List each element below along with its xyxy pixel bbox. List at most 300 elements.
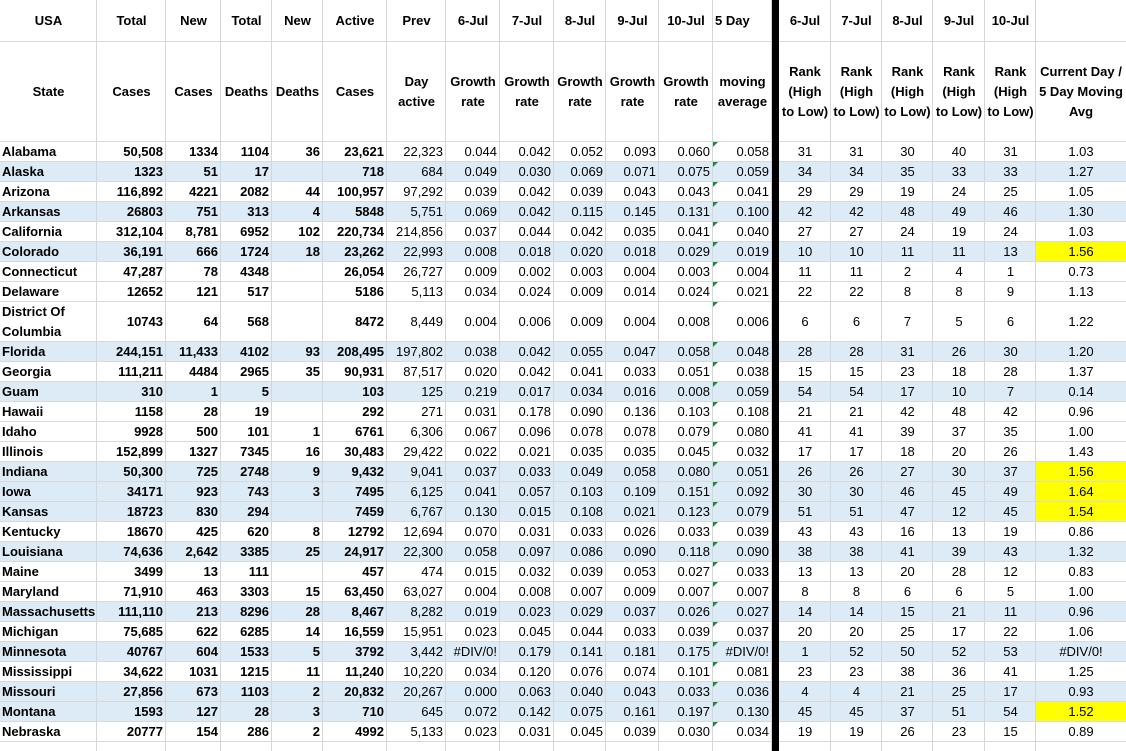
data-cell[interactable]: 1.56 xyxy=(1068,464,1094,479)
data-cell[interactable]: 8472 xyxy=(355,314,384,329)
data-cell[interactable]: 26 xyxy=(900,724,915,739)
data-cell[interactable]: 0.161 xyxy=(623,704,656,719)
data-cell[interactable]: 1334 xyxy=(189,144,218,159)
data-cell[interactable]: 0.042 xyxy=(570,224,603,239)
data-cell[interactable]: 28 xyxy=(797,344,813,359)
data-cell[interactable]: 0.002 xyxy=(518,264,551,279)
data-cell[interactable]: 1.43 xyxy=(1068,444,1094,459)
data-cell[interactable]: 28 xyxy=(1003,364,1018,379)
data-cell[interactable]: 0.055 xyxy=(570,344,603,359)
data-cell[interactable]: 1103 xyxy=(240,684,269,699)
data-cell[interactable]: 20777 xyxy=(126,724,163,739)
data-cell[interactable]: 11 xyxy=(952,244,966,259)
data-cell[interactable]: 213 xyxy=(196,604,218,619)
data-cell[interactable]: 2 xyxy=(903,264,912,279)
header-cell-sub[interactable]: Growth rate xyxy=(663,74,709,109)
data-cell[interactable]: 6 xyxy=(903,584,912,599)
data-cell[interactable]: 500 xyxy=(196,424,218,439)
data-cell[interactable]: 50,300 xyxy=(123,464,163,479)
data-cell[interactable]: 710 xyxy=(362,704,384,719)
data-cell[interactable]: 0.081 xyxy=(736,664,769,679)
data-cell[interactable]: 15 xyxy=(797,364,813,379)
data-cell[interactable]: 1031 xyxy=(189,664,218,679)
data-cell[interactable]: 1.00 xyxy=(1068,584,1094,599)
data-cell[interactable]: 14 xyxy=(797,604,813,619)
header-cell-top[interactable]: USA xyxy=(34,13,63,28)
header-cell-sub[interactable]: Rank (High to Low) xyxy=(833,64,880,119)
data-cell[interactable]: 6 xyxy=(852,314,861,329)
data-cell[interactable]: 36,191 xyxy=(123,244,163,259)
data-cell[interactable]: 39 xyxy=(900,424,915,439)
data-cell[interactable]: 43 xyxy=(849,524,864,539)
header-cell-sub[interactable]: Rank (High to Low) xyxy=(781,64,829,119)
data-cell[interactable]: 0.035 xyxy=(623,444,656,459)
data-cell[interactable]: 684 xyxy=(421,164,443,179)
data-cell[interactable]: 620 xyxy=(247,524,269,539)
data-cell[interactable]: 0.179 xyxy=(518,644,551,659)
data-cell[interactable]: 101 xyxy=(247,424,269,439)
data-cell[interactable]: 1533 xyxy=(240,644,269,659)
data-cell[interactable]: 50 xyxy=(900,644,915,659)
data-cell[interactable]: 666 xyxy=(196,244,218,259)
data-cell[interactable]: 0.042 xyxy=(518,364,551,379)
header-cell-top[interactable]: Prev xyxy=(402,13,431,28)
data-cell[interactable]: 63,027 xyxy=(403,584,443,599)
data-cell[interactable]: 2,642 xyxy=(185,544,218,559)
header-cell-top[interactable]: 9-Jul xyxy=(943,13,975,28)
data-cell[interactable]: 0.038 xyxy=(464,344,497,359)
data-cell[interactable]: 74,636 xyxy=(123,544,163,559)
data-cell[interactable]: 3499 xyxy=(134,564,163,579)
data-cell[interactable]: 23 xyxy=(849,664,864,679)
header-cell-top[interactable]: 6-Jul xyxy=(457,13,489,28)
state-cell[interactable]: District Of Columbia xyxy=(2,304,65,339)
data-cell[interactable]: 0.044 xyxy=(464,144,497,159)
data-cell[interactable]: 21 xyxy=(900,684,915,699)
data-cell[interactable]: 20,267 xyxy=(403,684,443,699)
data-cell[interactable]: 35 xyxy=(1003,424,1018,439)
data-cell[interactable]: 37 xyxy=(900,704,915,719)
data-cell[interactable]: 33 xyxy=(1003,164,1018,179)
header-cell-sub[interactable]: Cases xyxy=(174,84,213,99)
header-cell-sub[interactable]: Deaths xyxy=(275,84,320,99)
data-cell[interactable]: 9,041 xyxy=(410,464,443,479)
data-cell[interactable] xyxy=(272,162,323,182)
data-cell[interactable]: 23,262 xyxy=(344,244,384,259)
data-cell[interactable]: 0.079 xyxy=(736,504,769,519)
data-cell[interactable]: 0.026 xyxy=(677,604,710,619)
data-cell[interactable]: 4348 xyxy=(240,264,269,279)
data-cell[interactable]: 5,113 xyxy=(411,284,443,299)
data-cell[interactable]: 8296 xyxy=(240,604,269,619)
data-cell[interactable]: 6952 xyxy=(240,224,269,239)
data-cell[interactable]: 23,621 xyxy=(344,144,384,159)
data-cell[interactable]: 17 xyxy=(797,444,813,459)
data-cell[interactable]: 0.060 xyxy=(677,144,710,159)
state-cell[interactable]: Maryland xyxy=(2,584,60,599)
data-cell[interactable]: 6,767 xyxy=(410,504,443,519)
data-cell[interactable]: 0.101 xyxy=(677,664,710,679)
data-cell[interactable]: 24,917 xyxy=(344,544,384,559)
data-cell[interactable]: 5848 xyxy=(355,204,384,219)
data-cell[interactable]: 673 xyxy=(196,684,218,699)
data-cell[interactable]: 1 xyxy=(210,384,218,399)
data-cell[interactable]: 19 xyxy=(797,724,813,739)
state-cell[interactable]: Iowa xyxy=(2,484,31,499)
data-cell[interactable]: 0.016 xyxy=(623,384,656,399)
data-cell[interactable]: 22 xyxy=(797,284,813,299)
data-cell[interactable]: 0.049 xyxy=(570,464,603,479)
data-cell[interactable]: 13 xyxy=(1003,244,1018,259)
state-cell[interactable]: Nebraska xyxy=(2,724,61,739)
data-cell[interactable]: 4 xyxy=(955,264,963,279)
data-cell[interactable]: 0.100 xyxy=(736,204,769,219)
data-cell[interactable]: 0.049 xyxy=(464,164,497,179)
header-cell-sub[interactable]: Growth rate xyxy=(450,74,496,109)
data-cell[interactable]: 0.008 xyxy=(464,244,497,259)
data-cell[interactable]: 0.004 xyxy=(623,314,656,329)
data-cell[interactable]: 0.178 xyxy=(518,404,551,419)
state-cell[interactable]: Mississippi xyxy=(2,664,73,679)
data-cell[interactable]: 30 xyxy=(1003,344,1018,359)
data-cell[interactable]: 751 xyxy=(196,204,218,219)
data-cell[interactable]: 33 xyxy=(951,164,967,179)
data-cell[interactable]: 45 xyxy=(951,484,967,499)
data-cell[interactable]: 0.014 xyxy=(623,284,656,299)
data-cell[interactable]: 0.031 xyxy=(518,724,551,739)
data-cell[interactable]: 1.64 xyxy=(1068,484,1094,499)
data-cell[interactable]: 0.041 xyxy=(464,484,497,499)
data-cell[interactable]: 19 xyxy=(900,184,915,199)
header-cell-sub[interactable]: Rank (High to Low) xyxy=(884,64,931,119)
data-cell[interactable]: 20 xyxy=(951,444,967,459)
header-cell-top[interactable]: New xyxy=(180,13,207,28)
state-cell[interactable]: Indiana xyxy=(2,464,48,479)
data-cell[interactable]: 6761 xyxy=(355,424,384,439)
data-cell[interactable]: 0.83 xyxy=(1068,564,1094,579)
data-cell[interactable]: 15,951 xyxy=(403,624,443,639)
data-cell[interactable]: 0.115 xyxy=(571,204,603,219)
data-cell[interactable]: 22,300 xyxy=(403,544,443,559)
data-cell[interactable]: 100,957 xyxy=(337,184,384,199)
data-cell[interactable]: 51 xyxy=(797,504,813,519)
data-cell[interactable]: 1104 xyxy=(240,144,269,159)
data-cell[interactable]: 30,483 xyxy=(344,444,384,459)
data-cell[interactable]: 28 xyxy=(203,404,218,419)
data-cell[interactable]: 0.069 xyxy=(570,164,603,179)
data-cell[interactable]: 0.092 xyxy=(736,484,769,499)
data-cell[interactable]: 0.048 xyxy=(736,344,769,359)
data-cell[interactable]: 0.034 xyxy=(570,384,603,399)
data-cell[interactable]: 0.197 xyxy=(677,704,710,719)
data-cell[interactable]: 111 xyxy=(248,564,269,579)
data-cell[interactable]: 0.058 xyxy=(623,464,656,479)
data-cell[interactable]: 0.042 xyxy=(518,144,551,159)
data-cell[interactable]: 41 xyxy=(900,544,915,559)
data-cell[interactable]: 15 xyxy=(849,364,864,379)
data-cell[interactable]: 0.021 xyxy=(736,284,769,299)
data-cell[interactable]: 26 xyxy=(1003,444,1018,459)
data-cell[interactable]: 923 xyxy=(196,484,218,499)
data-cell[interactable]: 47 xyxy=(900,504,915,519)
data-cell[interactable]: 0.043 xyxy=(623,184,656,199)
data-cell[interactable]: 27 xyxy=(900,464,915,479)
data-cell[interactable]: 0.035 xyxy=(570,444,603,459)
header-cell-sub[interactable]: Rank (High to Low) xyxy=(987,64,1034,119)
header-cell-sub[interactable]: Rank (High to Low) xyxy=(935,64,983,119)
data-cell[interactable]: 0.035 xyxy=(623,224,656,239)
data-cell[interactable]: 28 xyxy=(951,564,967,579)
data-cell[interactable]: 22 xyxy=(849,284,864,299)
data-cell[interactable]: 0.039 xyxy=(623,724,656,739)
data-cell[interactable]: 0.059 xyxy=(736,164,769,179)
data-cell[interactable]: 17 xyxy=(254,164,269,179)
data-cell[interactable]: 18 xyxy=(951,364,967,379)
data-cell[interactable]: 64 xyxy=(203,314,218,329)
data-cell[interactable]: 4484 xyxy=(189,364,218,379)
data-cell[interactable]: 2 xyxy=(312,684,320,699)
data-cell[interactable]: 30 xyxy=(849,484,864,499)
data-cell[interactable]: 0.73 xyxy=(1068,264,1094,279)
data-cell[interactable]: 8,781 xyxy=(185,224,218,239)
data-cell[interactable]: 0.004 xyxy=(736,264,769,279)
header-cell-sub[interactable]: Growth rate xyxy=(557,74,603,109)
data-cell[interactable]: 0.037 xyxy=(464,224,497,239)
data-cell[interactable]: 0.103 xyxy=(570,484,603,499)
state-cell[interactable]: Alabama xyxy=(2,144,57,159)
data-cell[interactable]: 13 xyxy=(203,564,218,579)
data-cell[interactable]: 0.004 xyxy=(464,584,497,599)
data-cell[interactable]: 3,442 xyxy=(410,644,443,659)
data-cell[interactable]: 116,892 xyxy=(116,184,163,199)
data-cell[interactable]: 31 xyxy=(1003,144,1018,159)
state-cell[interactable]: Delaware xyxy=(2,284,60,299)
data-cell[interactable]: 0.071 xyxy=(623,164,656,179)
data-cell[interactable]: 16,559 xyxy=(344,624,384,639)
data-cell[interactable]: 0.019 xyxy=(736,244,769,259)
data-cell[interactable]: 0.93 xyxy=(1068,684,1094,699)
header-cell-sub[interactable]: Growth rate xyxy=(609,74,656,109)
data-cell[interactable]: 0.040 xyxy=(570,684,603,699)
data-cell[interactable]: 11 xyxy=(900,244,915,259)
data-cell[interactable]: 0.070 xyxy=(464,524,497,539)
state-cell[interactable]: Florida xyxy=(2,344,46,359)
data-cell[interactable]: 8,449 xyxy=(410,314,443,329)
state-cell[interactable]: Minnesota xyxy=(2,644,67,659)
data-cell[interactable]: 18 xyxy=(900,444,915,459)
data-cell[interactable]: 0.023 xyxy=(518,604,551,619)
data-cell[interactable]: 52 xyxy=(951,644,967,659)
data-cell[interactable] xyxy=(272,402,323,422)
header-cell-top[interactable]: Active xyxy=(335,13,375,28)
data-cell[interactable]: 111,110 xyxy=(118,604,163,619)
data-cell[interactable]: 36 xyxy=(305,144,320,159)
data-cell[interactable]: 214,856 xyxy=(396,224,443,239)
data-cell[interactable]: 5 xyxy=(261,384,269,399)
data-cell[interactable]: 0.023 xyxy=(464,624,497,639)
data-cell[interactable]: 12652 xyxy=(126,284,163,299)
state-cell[interactable]: Arkansas xyxy=(2,204,61,219)
data-cell[interactable]: 87,517 xyxy=(403,364,443,379)
data-cell[interactable]: 11,433 xyxy=(178,344,218,359)
data-cell[interactable]: 50,508 xyxy=(123,144,163,159)
data-cell[interactable]: 0.86 xyxy=(1068,524,1094,539)
data-cell[interactable]: 0.079 xyxy=(677,424,710,439)
data-cell[interactable]: 8,467 xyxy=(351,604,384,619)
state-cell[interactable]: Georgia xyxy=(2,364,52,379)
data-cell[interactable]: 4 xyxy=(312,204,320,219)
header-cell-top[interactable]: 6-Jul xyxy=(789,13,821,28)
data-cell[interactable]: 13 xyxy=(951,524,967,539)
data-cell[interactable]: 0.036 xyxy=(736,684,769,699)
state-cell[interactable]: Alaska xyxy=(2,164,44,179)
data-cell[interactable]: 0.89 xyxy=(1068,724,1094,739)
header-cell-top[interactable]: 5 Day xyxy=(715,13,750,28)
data-cell[interactable]: 15 xyxy=(900,604,915,619)
data-cell[interactable]: 127 xyxy=(196,704,218,719)
data-cell[interactable]: 0.175 xyxy=(677,644,710,659)
data-cell[interactable]: 78 xyxy=(203,264,218,279)
data-cell[interactable]: 271 xyxy=(421,404,443,419)
data-cell[interactable]: 8 xyxy=(852,584,861,599)
data-cell[interactable]: 22,993 xyxy=(403,244,443,259)
data-cell[interactable]: 0.042 xyxy=(518,204,551,219)
data-cell[interactable]: 22,323 xyxy=(403,144,443,159)
data-cell[interactable]: 0.103 xyxy=(677,404,710,419)
data-cell[interactable]: 0.020 xyxy=(570,244,603,259)
header-cell-top[interactable]: 8-Jul xyxy=(892,13,923,28)
data-cell[interactable]: 0.009 xyxy=(623,584,656,599)
data-cell[interactable]: 220,734 xyxy=(337,224,384,239)
data-cell[interactable]: 5 xyxy=(1006,584,1015,599)
data-cell[interactable]: 0.030 xyxy=(677,724,710,739)
data-cell[interactable]: 0.034 xyxy=(464,284,497,299)
state-cell[interactable]: Missouri xyxy=(2,684,56,699)
header-cell-top[interactable]: New xyxy=(284,13,311,28)
data-cell[interactable]: 49 xyxy=(1003,484,1018,499)
header-cell-top[interactable] xyxy=(1036,0,1126,42)
data-cell[interactable]: 1323 xyxy=(134,164,163,179)
data-cell[interactable]: 1.27 xyxy=(1068,164,1094,179)
data-cell[interactable]: 568 xyxy=(247,314,269,329)
data-cell[interactable]: 0.040 xyxy=(736,224,769,239)
data-cell[interactable]: 16 xyxy=(305,444,320,459)
data-cell[interactable]: 6,125 xyxy=(410,484,443,499)
data-cell[interactable]: 0.96 xyxy=(1068,404,1094,419)
data-cell[interactable]: 0.033 xyxy=(623,364,656,379)
data-cell[interactable]: 0.045 xyxy=(518,624,551,639)
data-cell[interactable]: 0.039 xyxy=(570,184,603,199)
data-cell[interactable]: 37 xyxy=(951,424,967,439)
data-cell[interactable]: 0.109 xyxy=(623,484,656,499)
data-cell[interactable]: 474 xyxy=(421,564,443,579)
data-cell[interactable] xyxy=(272,502,323,522)
data-cell[interactable]: 0.044 xyxy=(570,624,603,639)
data-cell[interactable]: 1.20 xyxy=(1068,344,1094,359)
data-cell[interactable]: 0.078 xyxy=(570,424,603,439)
state-cell[interactable]: Arizona xyxy=(2,184,50,199)
data-cell[interactable]: 12 xyxy=(951,504,967,519)
data-cell[interactable]: 312,104 xyxy=(116,224,163,239)
data-cell[interactable]: 12792 xyxy=(347,524,384,539)
data-cell[interactable]: 0.018 xyxy=(518,244,551,259)
data-cell[interactable]: 25 xyxy=(900,624,915,639)
data-cell[interactable]: 0.093 xyxy=(623,144,656,159)
header-cell-sub[interactable]: Deaths xyxy=(224,84,269,99)
data-cell[interactable]: 31 xyxy=(797,144,813,159)
data-cell[interactable]: 39 xyxy=(951,544,967,559)
data-cell[interactable]: #DIV/0! xyxy=(1059,644,1103,659)
data-cell[interactable]: 4102 xyxy=(240,344,269,359)
data-cell[interactable]: 0.075 xyxy=(677,164,710,179)
data-cell[interactable]: 0.130 xyxy=(736,704,769,719)
data-cell[interactable]: 11 xyxy=(306,664,320,679)
data-cell[interactable]: 0.181 xyxy=(623,644,656,659)
data-cell[interactable]: 0.008 xyxy=(677,384,710,399)
data-cell[interactable]: 0.090 xyxy=(623,544,656,559)
data-cell[interactable]: 20 xyxy=(849,624,864,639)
data-cell[interactable]: 0.007 xyxy=(677,584,710,599)
data-cell[interactable]: 5 xyxy=(955,314,963,329)
data-cell[interactable]: 45 xyxy=(849,704,864,719)
data-cell[interactable]: 0.069 xyxy=(464,204,497,219)
data-cell[interactable]: 42 xyxy=(1003,404,1018,419)
data-cell[interactable]: 0.053 xyxy=(623,564,656,579)
data-cell[interactable]: 0.096 xyxy=(518,424,551,439)
data-cell[interactable]: 11 xyxy=(798,264,812,279)
data-cell[interactable]: 0.032 xyxy=(518,564,551,579)
data-cell[interactable]: 0.033 xyxy=(518,464,551,479)
data-cell[interactable]: 5186 xyxy=(355,284,384,299)
data-cell[interactable] xyxy=(272,562,323,582)
data-cell[interactable]: 0.044 xyxy=(518,224,551,239)
data-cell[interactable]: 0.020 xyxy=(464,364,497,379)
data-cell[interactable]: 8 xyxy=(312,524,320,539)
data-cell[interactable]: 1.03 xyxy=(1068,224,1094,239)
data-cell[interactable]: 17 xyxy=(951,624,967,639)
data-cell[interactable]: 27,856 xyxy=(123,684,163,699)
data-cell[interactable] xyxy=(272,262,323,282)
data-cell[interactable]: 0.027 xyxy=(736,604,769,619)
data-cell[interactable]: 1 xyxy=(312,424,320,439)
data-cell[interactable]: 0.029 xyxy=(570,604,603,619)
data-cell[interactable]: 0.041 xyxy=(736,184,769,199)
data-cell[interactable]: 0.000 xyxy=(464,684,497,699)
header-cell-top[interactable]: 7-Jul xyxy=(841,13,872,28)
data-cell[interactable]: 15 xyxy=(1003,724,1018,739)
data-cell[interactable]: 35 xyxy=(305,364,320,379)
data-cell[interactable]: 718 xyxy=(362,164,384,179)
data-cell[interactable]: 6,306 xyxy=(410,424,443,439)
data-cell[interactable]: 0.009 xyxy=(464,264,497,279)
data-cell[interactable]: 0.043 xyxy=(677,184,710,199)
data-cell[interactable]: 63,450 xyxy=(344,584,384,599)
data-cell[interactable]: 208,495 xyxy=(337,344,384,359)
data-cell[interactable]: 24 xyxy=(1003,224,1018,239)
header-cell-top[interactable]: 8-Jul xyxy=(564,13,596,28)
data-cell[interactable]: 830 xyxy=(196,504,218,519)
data-cell[interactable]: 0.017 xyxy=(518,384,551,399)
data-cell[interactable]: 18670 xyxy=(126,524,163,539)
data-cell[interactable]: 97,292 xyxy=(403,184,443,199)
data-cell[interactable]: #DIV/0! xyxy=(453,644,497,659)
data-cell[interactable]: 42 xyxy=(849,204,864,219)
data-cell[interactable]: 4 xyxy=(801,684,809,699)
data-cell[interactable]: 25 xyxy=(951,684,967,699)
data-cell[interactable]: 19 xyxy=(1003,524,1018,539)
data-cell[interactable]: #DIV/0! xyxy=(725,644,769,659)
data-cell[interactable]: 0.037 xyxy=(464,464,497,479)
